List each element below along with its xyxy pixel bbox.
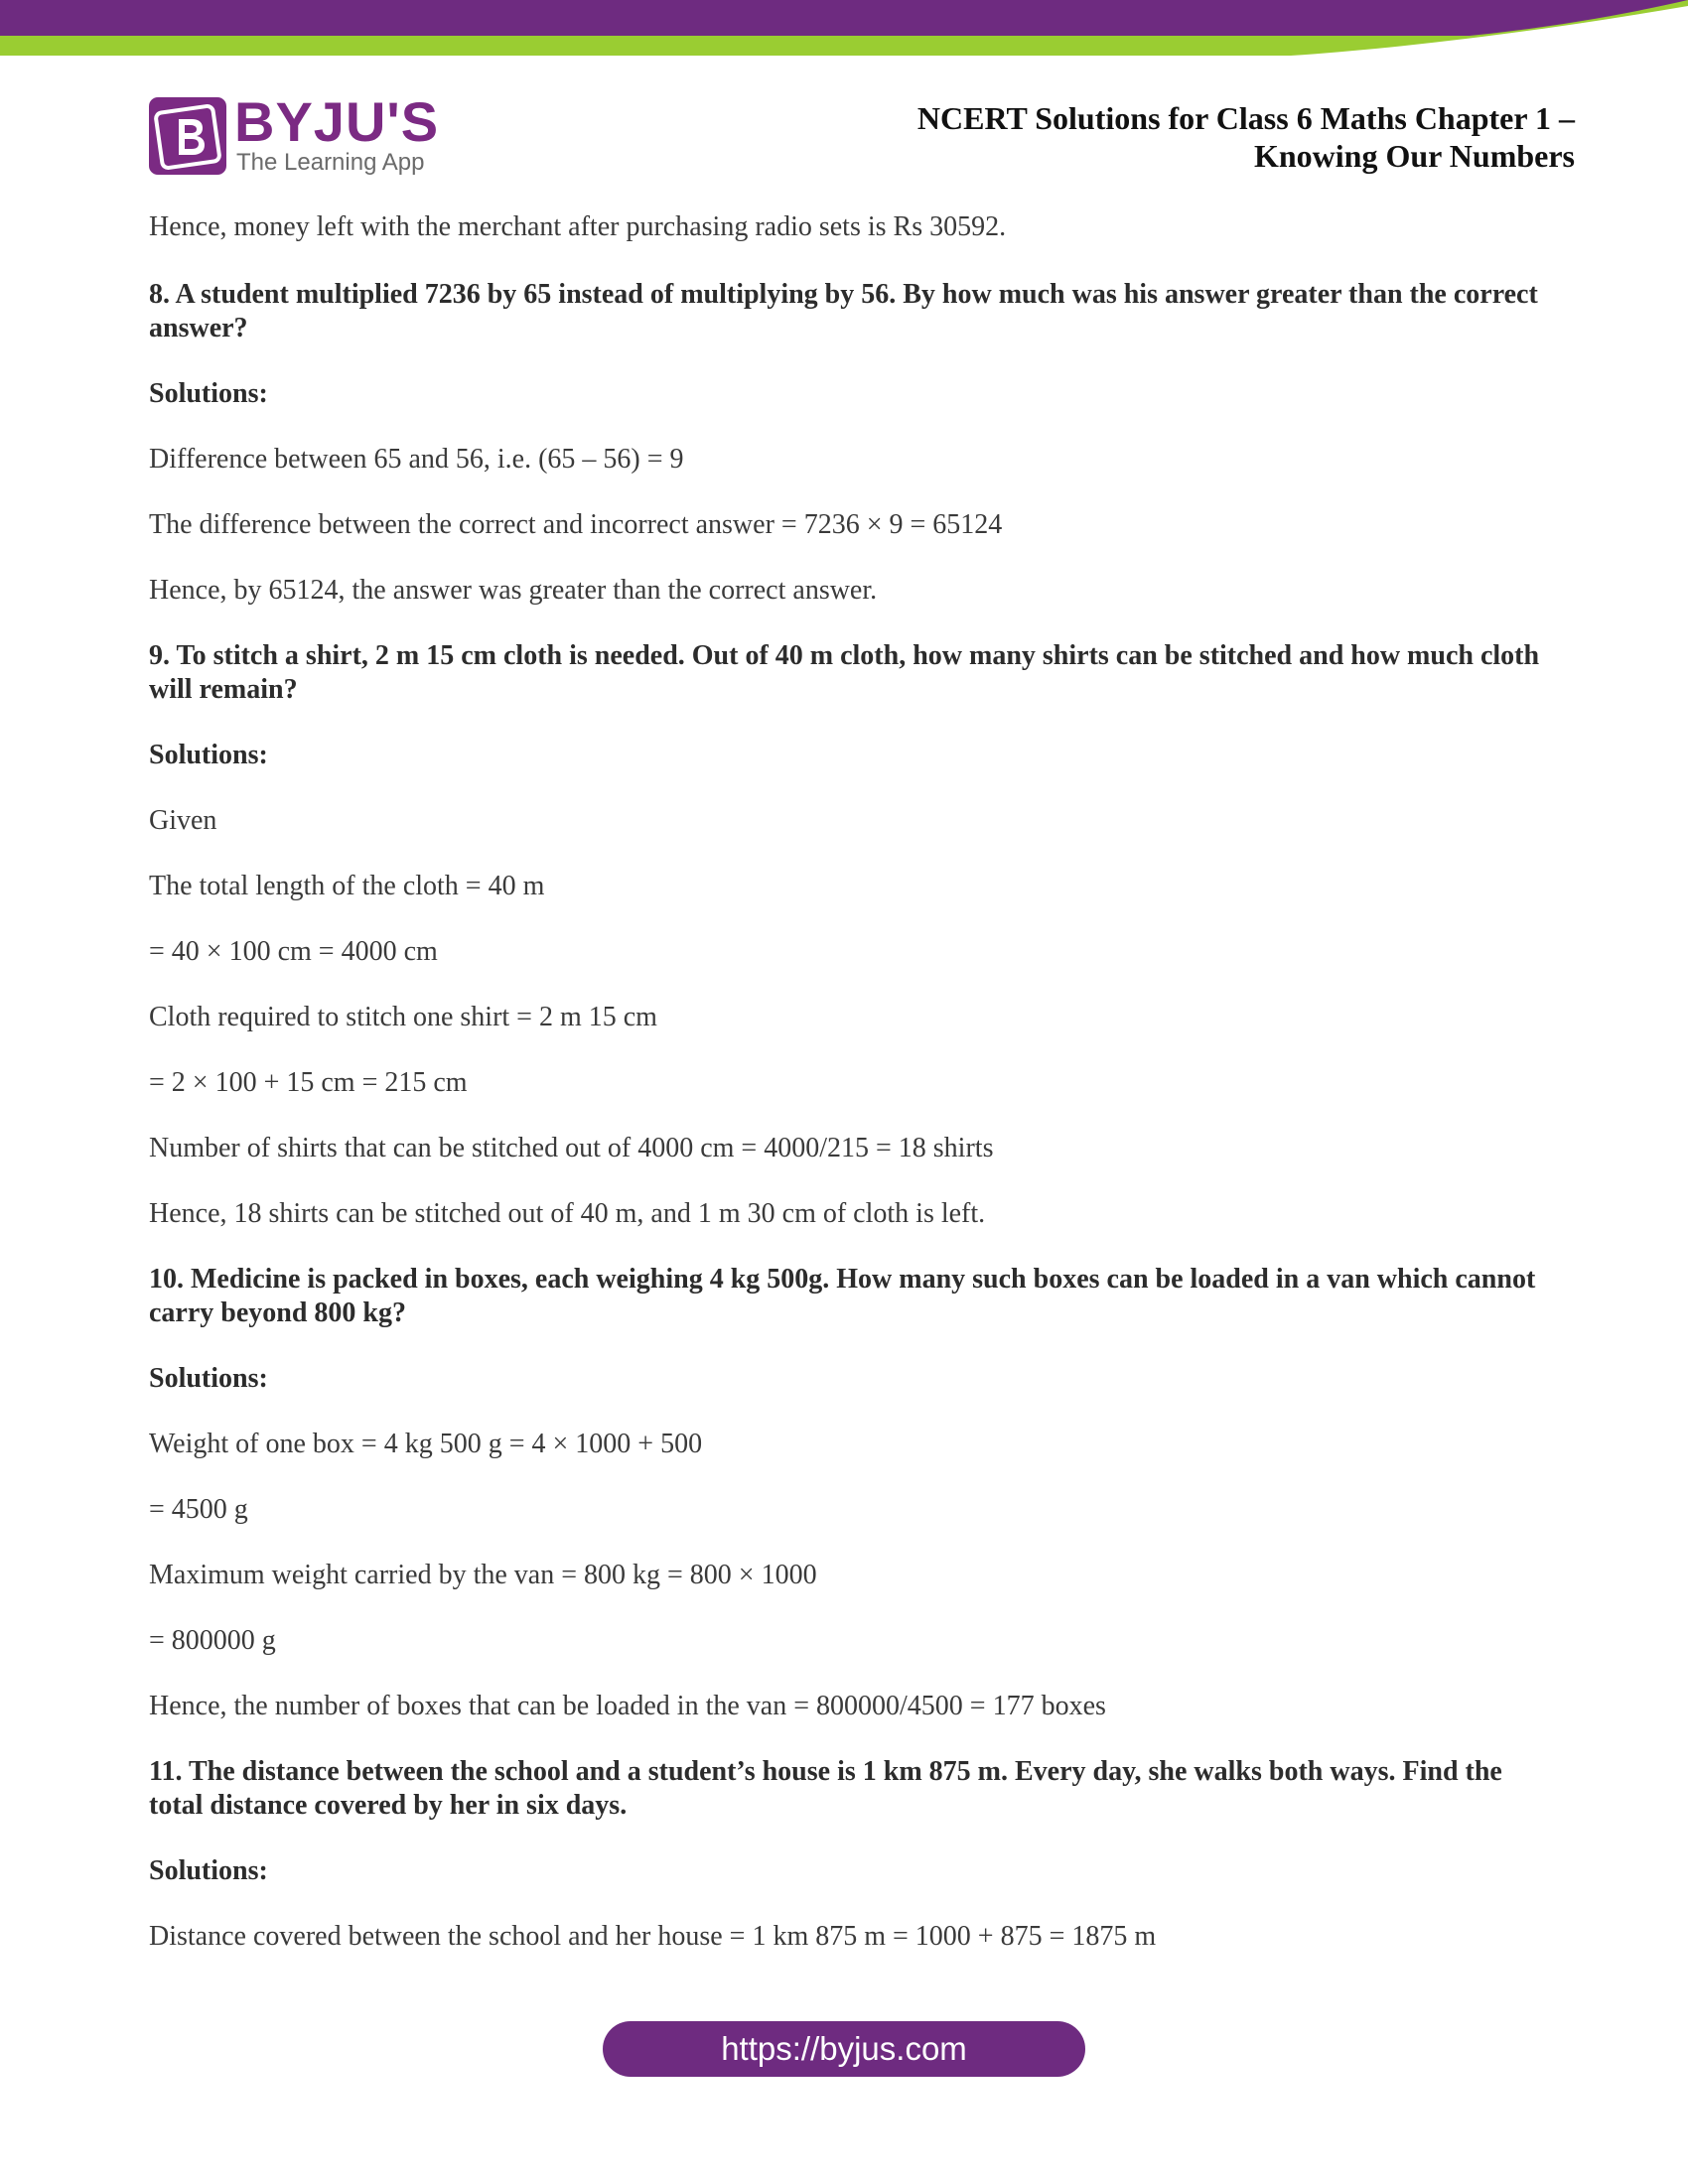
page-header — [149, 90, 1575, 185]
solution-line: = 40 × 100 cm = 4000 cm — [149, 936, 438, 967]
solution-line: Hence, 18 shirts can be stitched out of 40 m, and 1 m 30 cm of cloth is left. — [149, 1198, 986, 1229]
solution-line: Hence, money left with the merchant after purchasing radio sets is Rs 30592. — [149, 211, 1007, 242]
solutions-heading: Solutions: — [149, 378, 268, 409]
solution-line: = 800000 g — [149, 1625, 276, 1656]
document-title-line: Knowing Our Numbers — [1253, 138, 1575, 174]
document-title — [917, 99, 1575, 175]
question-text: 8. A student multiplied 7236 by 65 instead of multiplying by 56. By how much was his answer greater than the correct answer? — [149, 279, 1538, 343]
header-band — [0, 0, 1688, 62]
question-text: 11. The distance between the school and a student’s house is 1 km 875 m. Every day, she walks both ways. Find the total distance covered by her in six days. — [149, 1756, 1502, 1821]
document-title-line: NCERT Solutions for Class 6 Maths Chapter 1 – — [916, 100, 1575, 136]
footer-url: https://byjus.com — [721, 2030, 967, 2067]
brand-tagline: The Learning App — [236, 149, 425, 176]
solution-line: Weight of one box = 4 kg 500 g = 4 × 1000 + 500 — [149, 1429, 703, 1459]
brand-logo[interactable] — [149, 90, 447, 181]
solutions-heading: Solutions: — [149, 1855, 268, 1886]
question-text: 9. To stitch a shirt, 2 m 15 cm cloth is needed. Out of 40 m cloth, how many shirts can be stitched and how much cloth will remain? — [149, 640, 1540, 705]
brand-name: BYJU'S — [234, 90, 440, 153]
solution-line: Number of shirts that can be stitched out of 4000 cm = 4000/215 = 18 shirts — [149, 1133, 994, 1163]
solution-line: = 2 × 100 + 15 cm = 215 cm — [149, 1067, 468, 1098]
solution-line: = 4500 g — [149, 1494, 248, 1525]
byjus-b-logo-icon — [149, 97, 226, 175]
solution-line: The total length of the cloth = 40 m — [149, 871, 545, 901]
solution-line: Hence, by 65124, the answer was greater than the correct answer. — [149, 575, 878, 606]
solution-line: Distance covered between the school and her house = 1 km 875 m = 1000 + 875 = 1875 m — [149, 1921, 1157, 1952]
solutions-heading: Solutions: — [149, 740, 268, 770]
solution-line: Given — [149, 805, 217, 836]
solution-line: Maximum weight carried by the van = 800 kg = 800 × 1000 — [149, 1560, 817, 1590]
footer-url-button[interactable] — [603, 2021, 1085, 2077]
solution-line: Hence, the number of boxes that can be loaded in the van = 800000/4500 = 177 boxes — [149, 1691, 1106, 1721]
solution-line: The difference between the correct and incorrect answer = 7236 × 9 = 65124 — [149, 509, 1003, 540]
question-text: 10. Medicine is packed in boxes, each weighing 4 kg 500g. How many such boxes can be loaded in a van which cannot carry beyond 800 kg? — [149, 1264, 1536, 1328]
page-content — [149, 210, 1559, 1954]
solution-line: Difference between 65 and 56, i.e. (65 – 56) = 9 — [149, 444, 684, 475]
solution-line: Cloth required to stitch one shirt = 2 m 15 cm — [149, 1002, 657, 1032]
solutions-heading: Solutions: — [149, 1363, 268, 1394]
